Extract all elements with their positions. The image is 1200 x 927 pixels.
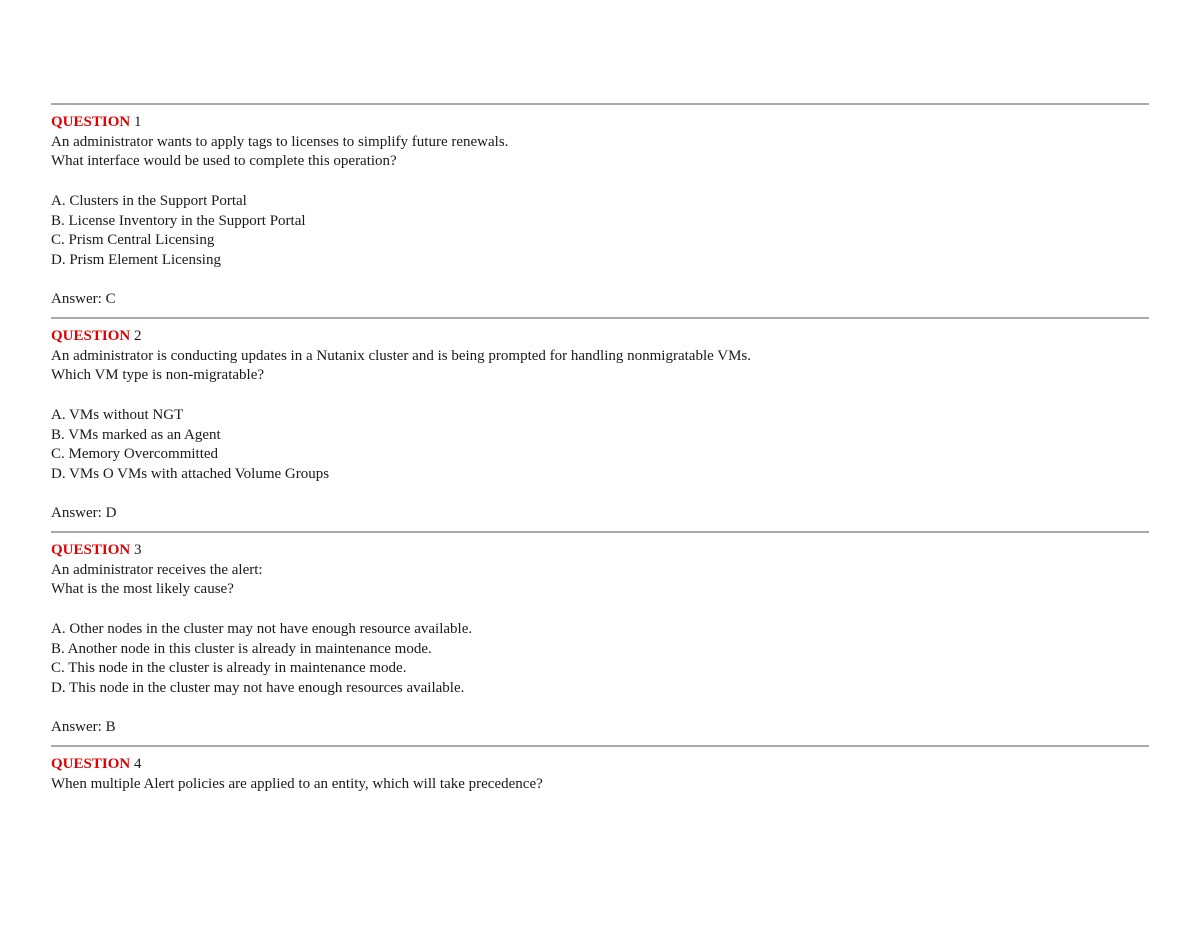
answer-option-c: C. Prism Central Licensing: [51, 232, 215, 249]
answer-option-d: D. VMs O VMs with attached Volume Groups: [51, 465, 330, 482]
answer-option-a: A. Clusters in the Support Portal: [51, 192, 247, 209]
answer-key: Answer: C: [51, 291, 116, 308]
question-number: 3: [133, 542, 142, 558]
question-block-4: [51, 745, 1149, 801]
question-number: 1: [133, 114, 142, 130]
question-prompt-line: What interface would be used to complete this operation?: [51, 153, 397, 170]
question-prompt-line: An administrator receives the alert:: [51, 561, 263, 578]
question-heading: [51, 541, 1149, 561]
answer-option-a: A. Other nodes in the cluster may not have enough resource available.: [51, 620, 473, 637]
answer-option-b: B. Another node in this cluster is already in maintenance mode.: [51, 640, 432, 657]
answer-option-b: B. License Inventory in the Support Portal: [51, 212, 306, 229]
question-heading: [51, 755, 1149, 775]
question-label: QUESTION: [51, 542, 131, 558]
answer-key: Answer: B: [51, 719, 116, 736]
question-prompt-line: What is the most likely cause?: [51, 581, 234, 598]
answer-option-a: A. VMs without NGT: [51, 406, 184, 423]
question-number: 4: [133, 756, 142, 772]
answer-option-c: C. This node in the cluster is already in maintenance mode.: [51, 660, 407, 677]
question-prompt-line: Which VM type is non-migratable?: [51, 367, 265, 384]
answer-key: Answer: D: [51, 505, 117, 522]
question-heading: [51, 327, 1149, 347]
question-label: QUESTION: [51, 114, 131, 130]
answer-option-d: D. This node in the cluster may not have enough resources available.: [51, 679, 465, 696]
question-prompt-line: An administrator wants to apply tags to licenses to simplify future renewals.: [51, 133, 509, 150]
question-heading: [51, 113, 1149, 133]
question-block-3: [51, 531, 1149, 745]
question-block-2: [51, 317, 1149, 531]
question-block-1: [51, 103, 1149, 317]
document-page: [51, 103, 1149, 801]
question-label: QUESTION: [51, 328, 131, 344]
question-number: 2: [133, 328, 142, 344]
question-prompt-line: When multiple Alert policies are applied to an entity, which will take precedence?: [51, 775, 543, 792]
answer-option-c: C. Memory Overcommitted: [51, 446, 219, 463]
answer-option-d: D. Prism Element Licensing: [51, 251, 221, 268]
question-prompt-line: An administrator is conducting updates in a Nutanix cluster and is being prompted for handling nonmigratable VMs.: [51, 347, 752, 364]
question-label: QUESTION: [51, 756, 131, 772]
answer-option-b: B. VMs marked as an Agent: [51, 426, 221, 443]
